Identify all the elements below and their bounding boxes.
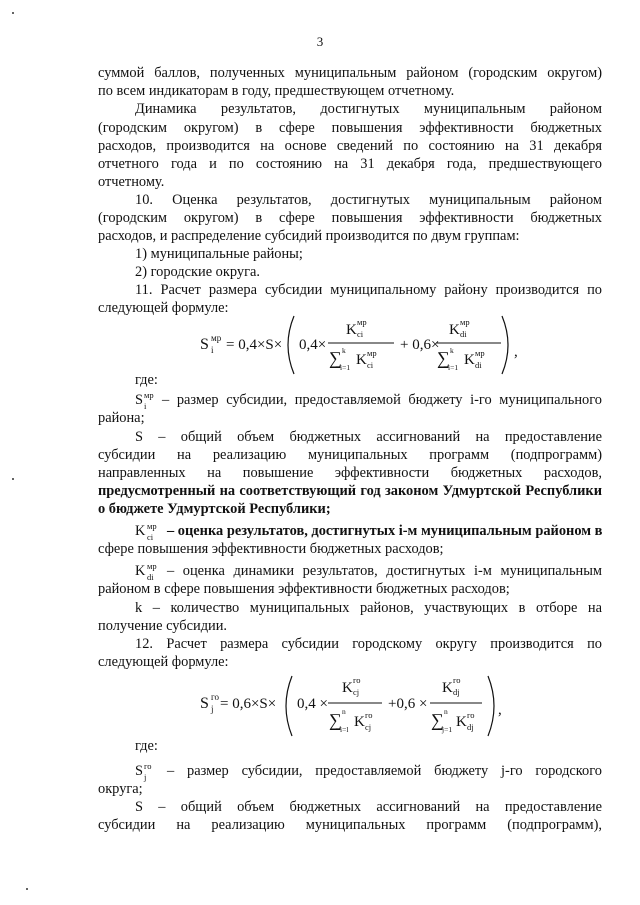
text-line: отчетному. [98,174,165,190]
text-line: о бюджете Удмуртской Республики; [98,501,331,517]
formula-k: K [449,322,460,338]
paren-right-icon [502,316,508,374]
sigma-icon: ∑ [431,710,444,730]
paren-left-icon [288,316,294,374]
formula-sub: dj [467,722,474,732]
text-line: по всем индикаторам в году, предшествующем отчетному. [98,83,455,99]
formula-sub: cj [353,687,360,697]
formula-eq: = 0,6×S× [220,696,277,712]
formula-sup: го [365,710,373,720]
formula-lhs-sup: го [211,692,219,702]
formula-sup: го [453,675,461,685]
formula-sum-top: k [342,346,346,355]
formula-lhs-sub: i [211,345,214,355]
text-line: суммой баллов, полученных муниципальным районом (городским округом) [98,65,602,81]
text-line: предусмотренный на соответствующий год законом Удмуртской Республики [98,483,602,499]
paren-left-icon [286,676,292,736]
formula-sub: ci [367,360,374,370]
formula-sum-bot: j=1 [442,725,453,734]
formula-sup: го [353,675,361,685]
text-line: S – общий объем бюджетных ассигнований на предоставление [135,429,602,445]
formula-k: K [456,714,467,730]
formula-k: K [354,714,365,730]
paren-right-icon [488,676,494,736]
formula-sum-top: n [444,707,448,716]
formula-sub: ci [357,329,364,339]
text-line: 11. Расчет размера субсидии муниципальному району производится по [135,282,602,298]
formula-sup: мр [357,317,367,327]
formula-k: K [356,352,367,368]
text-line: сфере повышения эффективности бюджетных расходов; [98,541,444,557]
scan-speck [26,888,28,890]
text-line: – размер субсидии, предоставляемой бюджету j-го городского [167,763,602,779]
symbol-k-di: K мр di [135,561,157,582]
text-line: направленных на повышение эффективности бюджетных расходов, [98,465,602,481]
formula-lhs-sup: мр [211,333,222,343]
text-line: расходов, производится на основе сведений по состоянию на 31 декабря [98,138,602,154]
text-line: – размер субсидии, предоставляемой бюджету i-го муниципального [162,392,602,408]
formula-lhs: S [200,695,209,712]
formula-sum-bot: i=1 [340,363,351,372]
formula-coef1: 0,4 × [297,696,328,712]
text-line: получение субсидии. [98,618,228,634]
text-line: округа; [98,781,143,797]
formula-comma: , [498,702,502,718]
formula-lhs-sub: j [211,704,214,714]
text-line: субсидии на реализацию муниципальных программ (подпрограмм) [98,447,602,463]
symbol-s-go: S го j [135,761,152,782]
formula-k: K [342,680,353,696]
formula-sum-bot: i=1 [448,363,459,372]
formula-plus: +0,6 × [388,696,428,712]
formula-sub: di [460,329,467,339]
formula-sup: мр [367,348,377,358]
scan-speck [12,478,14,480]
formula-eq: = 0,4×S× [226,337,283,353]
text-line: районом в сфере повышения эффективности бюджетных расходов; [98,581,510,597]
text-line: 12. Расчет размера субсидии городскому округу производится по [135,636,602,652]
formula-sup: мр [475,348,485,358]
text-line: – оценка динамики результатов, достигнутых i-м муниципальным [167,563,602,579]
formula-sup: го [467,710,475,720]
text-line: отчетного года и по состоянию на 31 декабря года, предшествующего [98,156,602,172]
text-line: района; [98,410,145,426]
text-line: субсидии на реализацию муниципальных программ (подпрограмм), [98,817,602,833]
text-line: S – общий объем бюджетных ассигнований на предоставление [135,799,602,815]
sigma-icon: ∑ [437,348,450,368]
formula-sub: di [475,360,482,370]
formula-lhs: S [200,336,209,353]
text-line: k – количество муниципальных районов, участвующих в отборе на [135,600,602,616]
text-line: 2) городские округа. [135,264,260,280]
formula-comma: , [514,344,518,360]
formula-k: K [346,322,357,338]
formula-k: K [464,352,475,368]
symbol-s-mr: S мр i [135,390,154,411]
formula-k: K [442,680,453,696]
text-line: 1) муниципальные районы; [135,246,303,262]
text-line: следующей формуле: [98,654,229,670]
scan-speck [12,12,14,14]
formula-sum-top: n [342,707,346,716]
text-line: где: [135,738,158,754]
formula-sum-bot: i=l [340,725,349,734]
text-line: Динамика результатов, достигнутых муниципальным районом [135,101,602,117]
formula-sup: мр [460,317,470,327]
formula-subsidy-city [196,670,516,740]
text-line: следующей формуле: [98,300,229,316]
formula-coef1: 0,4× [299,337,327,353]
formula-sub: cj [365,722,372,732]
text-line: где: [135,372,158,388]
text-line: (городским округом) в сфере повышения эффективности бюджетных [98,120,602,136]
text-line: расходов, и распределение субсидий производится по двум группам: [98,228,520,244]
sigma-icon: ∑ [329,348,342,368]
text-line: 10. Оценка результатов, достигнутых муниципальным районом [135,192,602,208]
symbol-k-ci: K мр ci [135,521,157,542]
formula-sum-top: k [450,346,454,355]
page-number: 3 [316,34,324,49]
formula-sub: dj [453,687,460,697]
text-line: – оценка результатов, достигнутых i-м муниципальным районом в [167,523,603,539]
formula-subsidy-district [196,312,526,378]
formula-plus: + 0,6× [400,337,440,353]
text-line: (городским округом) в сфере повышения эффективности бюджетных [98,210,602,226]
sigma-icon: ∑ [329,710,342,730]
